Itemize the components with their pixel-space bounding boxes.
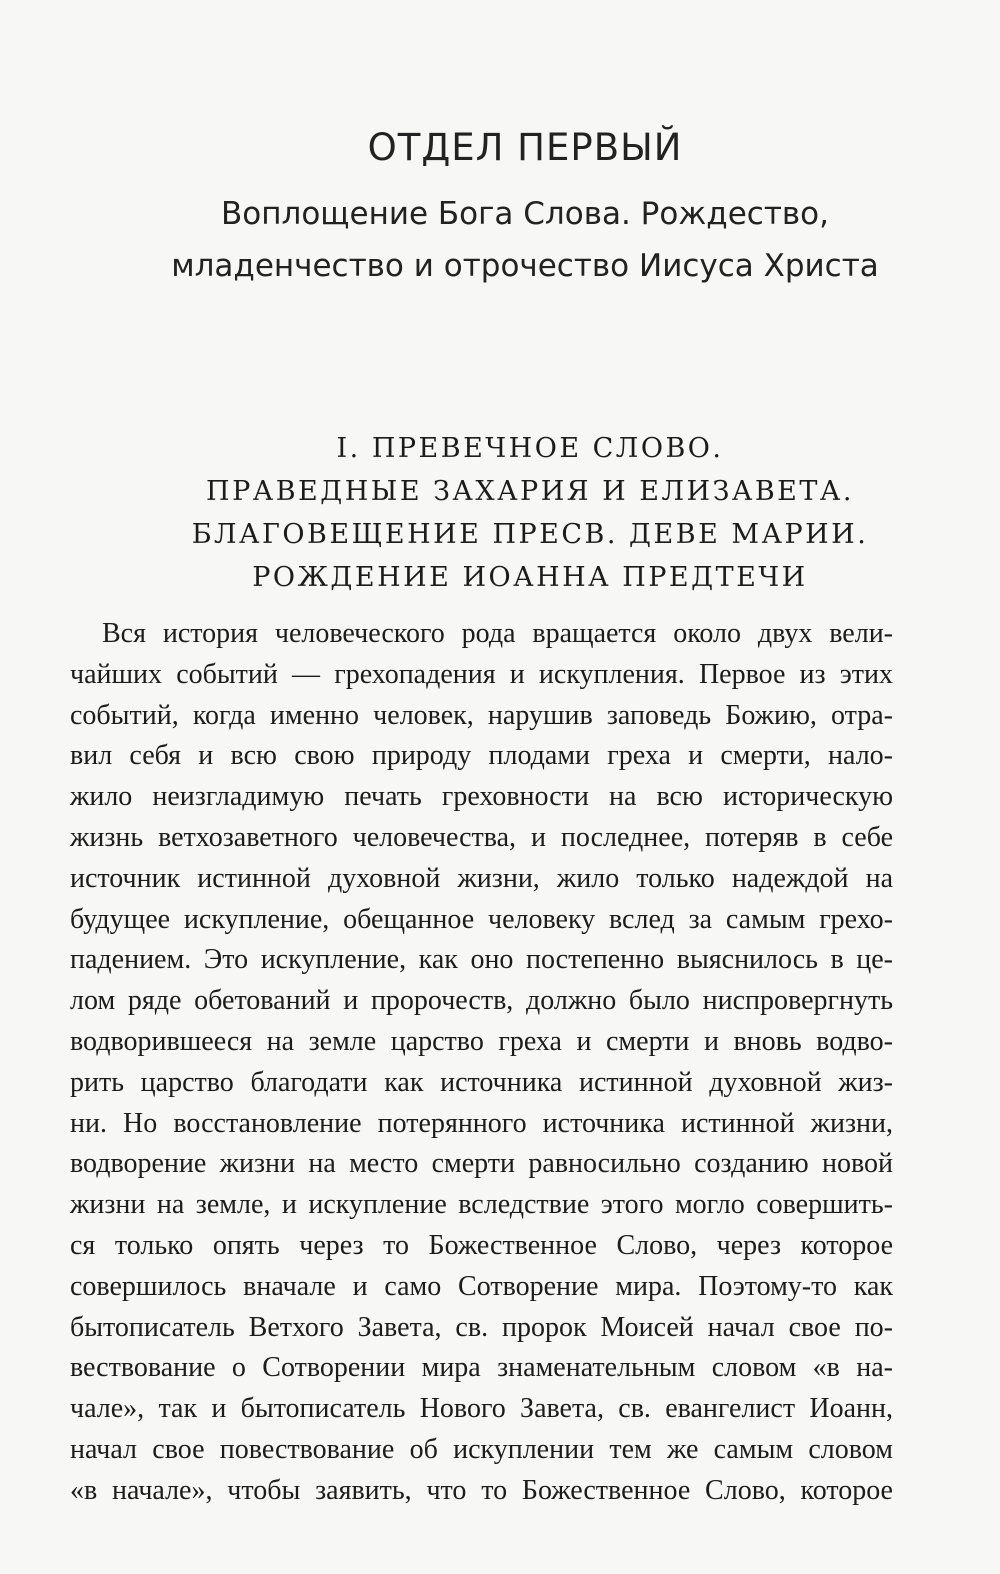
body-line: чале», так и бытописатель Нового Завета, св. евангелист Иоанн, <box>70 1393 893 1425</box>
body-line: совершилось вначале и само Сотворение мира. Поэтому-то как <box>70 1270 893 1302</box>
chapter-heading-line-2: ПРАВЕДНЫЕ ЗАХАРИЯ И ЕЛИЗАВЕТА. <box>206 476 854 507</box>
part-subtitle-line-2: младенчество и отрочество Иисуса Христа <box>171 248 879 284</box>
body-line: жизнь ветхозаветного человечества, и последнее, потеряв в себе <box>70 821 893 853</box>
body-line: Вся история человеческого рода вращается около двух вели- <box>102 618 893 649</box>
body-line: чайших событий — грехопадения и искупления. Первое из этих <box>70 658 893 690</box>
body-paragraph <box>70 614 893 1512</box>
chapter-heading-line-4: РОЖДЕНИЕ ИОАННА ПРЕДТЕЧИ <box>252 562 808 593</box>
body-line: вествование о Сотворении мира знаменательным словом «в на- <box>70 1352 893 1384</box>
body-line: жило неизгладимую печать греховности на всю историческую <box>70 781 893 813</box>
body-line: ся только опять через то Божественное Слово, через которое <box>70 1229 893 1261</box>
body-line: падением. Это искупление, как оно постепенно выяснилось в це- <box>70 944 893 976</box>
chapter-heading-line-3: БЛАГОВЕЩЕНИЕ ПРЕСВ. ДЕВЕ МАРИИ. <box>191 519 869 550</box>
part-heading <box>0 126 1000 292</box>
part-subtitle-line-1: Воплощение Бога Слова. Рождество, <box>221 196 829 232</box>
body-line: источник истинной духовной жизни, жило только надеждой на <box>70 862 893 894</box>
body-line: жизни на земле, и искупление вследствие этого могло совершить- <box>70 1189 893 1221</box>
body-line: бытописатель Ветхого Завета, св. пророк Моисей начал свое по- <box>70 1311 893 1343</box>
body-line: событий, когда именно человек, нарушив заповедь Божию, отра- <box>70 699 893 731</box>
body-line: будущее искупление, обещанное человеку вслед за самым грехо- <box>70 903 893 935</box>
body-line: водворившееся на земле царство греха и смерти и вновь водво- <box>70 1025 893 1057</box>
chapter-heading-line-1: I. ПРЕВЕЧНОЕ СЛОВО. <box>336 433 724 464</box>
body-line: вил себя и всю свою природу плодами греха и смерти, нало- <box>70 740 893 772</box>
body-line: начал свое повествование об искуплении тем же самым словом <box>70 1433 893 1465</box>
body-line: водворение жизни на место смерти равносильно созданию новой <box>70 1148 893 1180</box>
chapter-heading <box>0 427 1000 599</box>
body-line: «в начале», чтобы заявить, что то Божественное Слово, которое <box>70 1474 893 1506</box>
body-line: ни. Но восстановление потерянного источника истинной жизни, <box>70 1107 893 1139</box>
part-title: ОТДЕЛ ПЕРВЫЙ <box>367 126 683 169</box>
body-line: рить царство благодати как источника истинной духовной жиз- <box>70 1066 893 1098</box>
body-line: лом ряде обетований и пророчеств, должно было ниспровергнуть <box>70 985 893 1017</box>
